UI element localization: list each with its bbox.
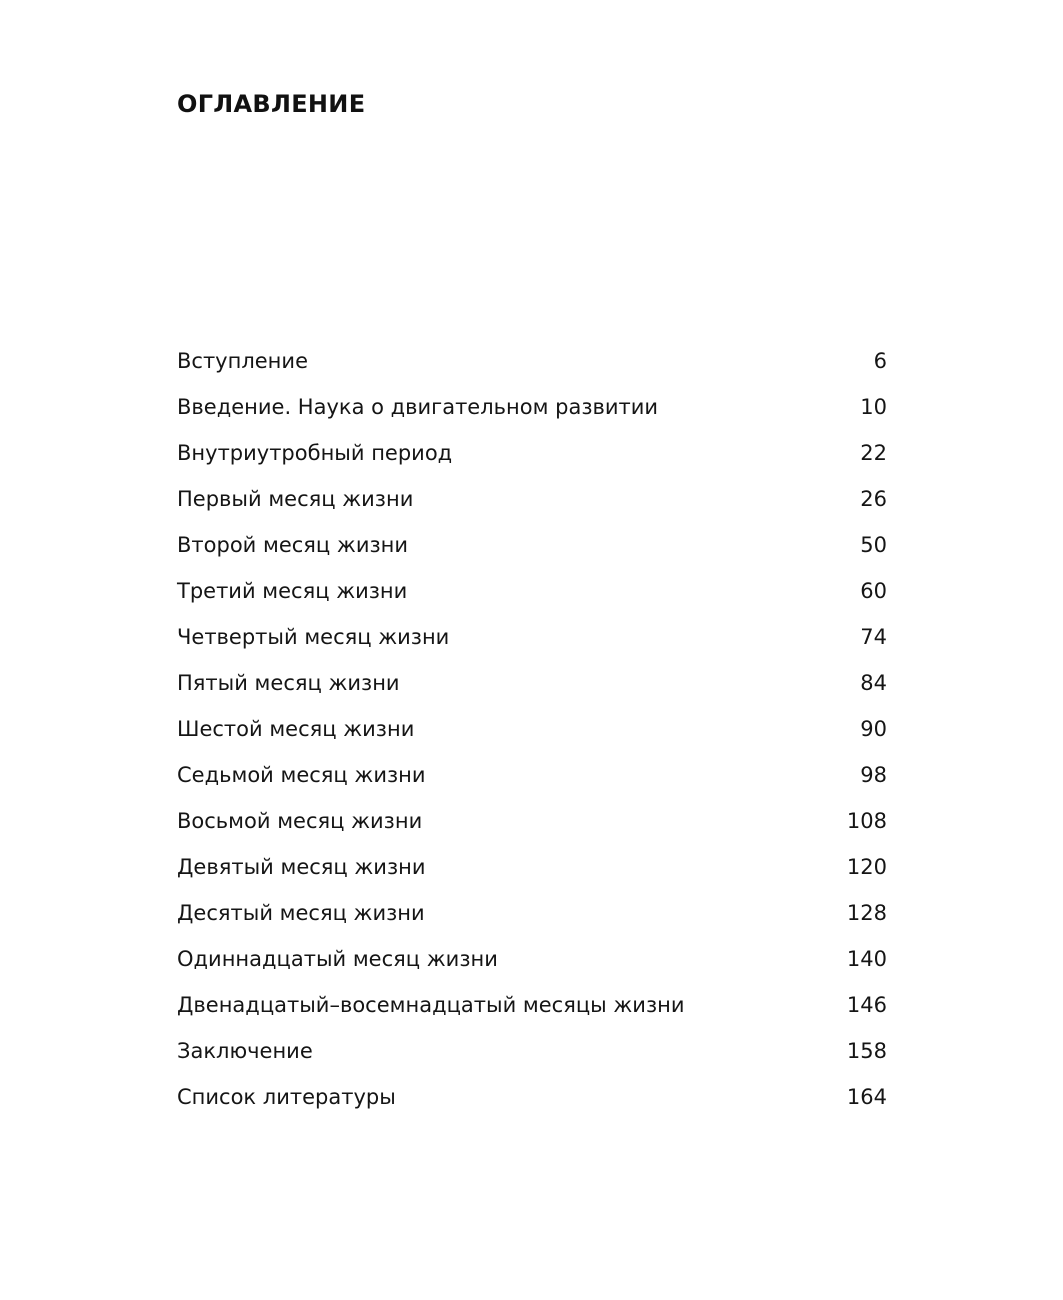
toc-entry (177, 1028, 887, 1074)
toc-entry (177, 614, 887, 660)
toc-entry-page: 50 (860, 533, 887, 557)
toc-entry-page: 90 (860, 717, 887, 741)
toc-entry (177, 706, 887, 752)
toc-entry-title: Пятый месяц жизни (177, 671, 400, 695)
toc-entry-title: Двенадцатый–восемнадцатый месяцы жизни (177, 993, 685, 1017)
toc-entry (177, 430, 887, 476)
toc-entry-page: 140 (846, 947, 887, 971)
toc-entry (177, 338, 887, 384)
toc-entry-page: 158 (846, 1039, 887, 1063)
toc-entry-title: Введение. Наука о двигательном развитии (177, 395, 659, 419)
toc-entry-page: 108 (846, 809, 887, 833)
toc-entry (177, 476, 887, 522)
toc-entry (177, 522, 887, 568)
toc-entry-page: 74 (860, 625, 887, 649)
table-of-contents (177, 338, 887, 1120)
toc-entry-title: Первый месяц жизни (177, 487, 414, 511)
toc-entry-title: Девятый месяц жизни (177, 855, 426, 879)
toc-entry (177, 890, 887, 936)
toc-entry-page: 128 (846, 901, 887, 925)
toc-entry-title: Четвертый месяц жизни (177, 625, 450, 649)
toc-entry (177, 844, 887, 890)
toc-entry-page: 22 (860, 441, 887, 465)
toc-entry (177, 752, 887, 798)
toc-entry (177, 660, 887, 706)
page-title: ОГЛАВЛЕНИЕ (177, 90, 366, 118)
toc-entry-title: Десятый месяц жизни (177, 901, 425, 925)
toc-entry (177, 982, 887, 1028)
toc-entry (177, 1074, 887, 1120)
toc-entry-page: 84 (860, 671, 887, 695)
toc-entry-title: Внутриутробный период (177, 441, 453, 465)
toc-entry-page: 98 (860, 763, 887, 787)
toc-entry-page: 6 (873, 349, 887, 373)
toc-entry (177, 936, 887, 982)
toc-entry-title: Восьмой месяц жизни (177, 809, 423, 833)
toc-entry-title: Седьмой месяц жизни (177, 763, 426, 787)
toc-entry-page: 120 (846, 855, 887, 879)
toc-entry (177, 568, 887, 614)
toc-entry-title: Вступление (177, 349, 308, 373)
toc-entry-title: Одиннадцатый месяц жизни (177, 947, 498, 971)
toc-entry-page: 60 (860, 579, 887, 603)
toc-entry (177, 798, 887, 844)
toc-entry-page: 164 (846, 1085, 887, 1109)
toc-entry (177, 384, 887, 430)
toc-entry-page: 26 (860, 487, 887, 511)
toc-entry-page: 146 (846, 993, 887, 1017)
toc-entry-title: Второй месяц жизни (177, 533, 409, 557)
toc-entry-title: Шестой месяц жизни (177, 717, 415, 741)
toc-entry-title: Список литературы (177, 1085, 396, 1109)
toc-entry-page: 10 (860, 395, 887, 419)
toc-entry-title: Третий месяц жизни (177, 579, 408, 603)
toc-entry-title: Заключение (177, 1039, 313, 1063)
